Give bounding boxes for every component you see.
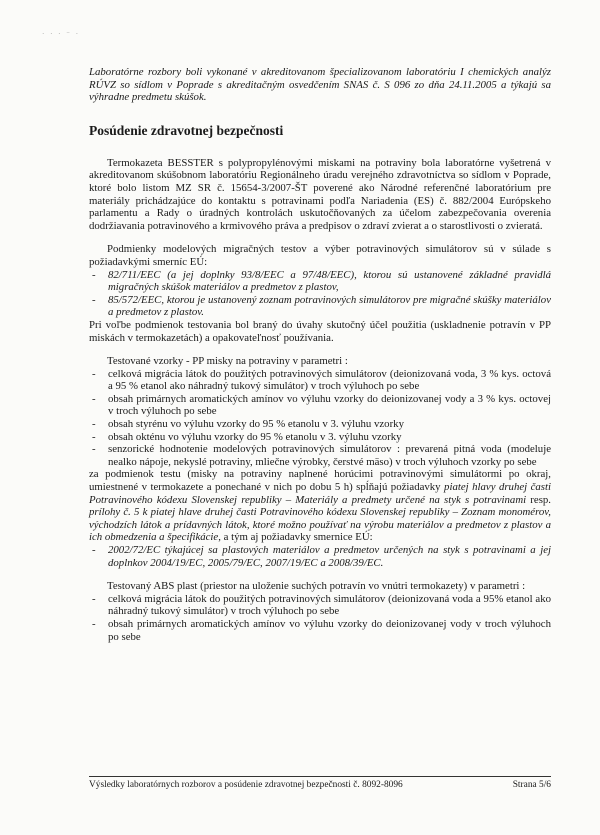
section-heading: Posúdenie zdravotnej bezpečnosti	[89, 122, 284, 138]
scan-artifact: · · · ⁻ ·	[42, 30, 81, 38]
paragraph-3: Pri voľbe podmienok testovania bol braný do úvahy skutočný účel použitia (uskladnenie potravín v PP miskách v termokazetách) a opakovateľnosť používania.	[89, 318, 551, 344]
paragraph-5-annex-ref: prílohy č. 5 k piatej hlave druhej časti Potravinového kódexu Slovenskej republiky – Zoznam monomérov, východzích látok a prídavných látok, ktoré možno používať na výrobu materiálov a predmetov z plastov a ich obmedzenia a špecifikácie	[89, 506, 551, 544]
list-item: - 2002/72/EC týkajúcej sa plastových materiálov a predmetov určených na styk s potravinami a jej doplnkov 2004/19/EC, 2005/79/EC, 2007/19/EC a 2008/39/EC.	[89, 544, 551, 569]
list-item: - obsah primárnych aromatických amínov vo výluhu vzorky do deionizovanej vody a 3 % kys. octovej v troch výluhoch po sebe	[89, 393, 551, 418]
paragraph-5	[89, 468, 551, 544]
paragraph-5-codex-ref: piatej hlavy druhej časti Potravinového kódexu Slovenskej republiky – Materiály a predmety určené na styk s potravinami	[89, 481, 551, 506]
paragraph-5-text: , a tým aj požiadavky smernice EÚ:	[218, 531, 373, 544]
list-item: - obsah styrénu vo výluhu vzorky do 95 % etanolu v 3. výluhu vzorky	[89, 418, 551, 431]
page-footer	[89, 776, 551, 791]
list-item: - senzorické hodnotenie modelových potravinových simulátorov : prevarená pitná voda (modeluje nealko nápoje, nekyslé potraviny, mliečne výrobky, čerstvé mäso) v troch výluhoch vzorky po sebe	[89, 443, 551, 468]
paragraph-5-text: resp.	[526, 493, 551, 506]
paragraph-4: Testované vzorky - PP misky na potraviny v parametri :	[107, 355, 348, 368]
eu-directive-list	[89, 544, 551, 569]
list-item: - obsah primárnych aromatických amínov vo výluhu vzorky do deionizovanej vody v troch výluhoch po sebe	[89, 618, 551, 643]
intro-note: Laboratórne rozbory boli vykonané v akreditovanom špecializovanom laboratóriu I chemických analýz RÚVZ so sídlom v Poprade s akreditačným osvedčením SNAS č. S 096 zo dňa 24.11.2005 a týkajú sa výhradne predmetu skúšok.	[89, 66, 551, 104]
page-content	[89, 66, 551, 643]
paragraph-1: Termokazeta BESSTER s polypropylénovými miskami na potraviny bola laboratórne vyšetrená v akreditovanom skúšobnom laboratóriu Regionálneho úradu verejného zdravotníctva so sídlom v Poprade, ktoré bolo listom MZ SR č. 15654-3/2007-ŠT poverené ako Národné referenčné laboratórium pre materiály prichádzajúce do kontaktu s potravinami podľa Nariadenia (ES) č. 882/2004 Európskeho parlamentu a Rady o úradných kontrolách uskutočňovaných za účelom zabezpečovania overenia dodržiavania potravinového a krmivového práva a predpisov o zdraví zvierat a o starostlivosti o zvieratá.	[89, 156, 551, 232]
abs-test-list	[89, 593, 551, 643]
list-item: - 82/711/EEC (a jej doplnky 93/8/EEC a 97/48/EEC), ktorou sú ustanovené základné pravidlá migračných skúšok materiálov a predmetov z plastov,	[89, 269, 551, 294]
page-number: Strana 5/6	[512, 780, 551, 790]
paragraph-5-text: za podmienok testu (misky na potraviny naplnené horúcimi potravinovými simulátormi po okraj, umiestnené v termokazete a ponechané v nich po dobu 5 h) spĺňajú požiadavky	[89, 468, 551, 494]
list-item: - obsah okténu vo výluhu vzorky do 95 % etanolu v 3. výluhu vzorky	[89, 431, 551, 444]
paragraph-6: Testovaný ABS plast (priestor na uloženie suchých potravín vo vnútri termokazety) v parametri :	[107, 580, 526, 593]
list-item: - 85/572/EEC, ktorou je ustanovený zoznam potravinových simulátorov pre migračné skúšky materiálov a predmetov z plastov.	[89, 294, 551, 319]
list-item: - celková migrácia látok do použitých potravinových simulátorov (deionizovaná voda, 3 % kys. octová a 95 % etanol ako náhradný tukový simulátor) v troch výluhoch po sebe	[89, 368, 551, 393]
pp-test-list	[89, 368, 551, 469]
paragraph-2: Podmienky modelových migračných testov a výber potravinových simulátorov sú v súlade s požiadavkými smerníc EÚ:	[89, 243, 551, 268]
directive-list	[89, 269, 551, 319]
list-item: - celková migrácia látok do použitých potravinových simulátorov (deionizovaná voda a 95% etanol ako náhradný tukový simulátor) v troch výluhoch po sebe	[89, 593, 551, 618]
footer-title: Výsledky laboratórnych rozborov a posúdenie zdravotnej bezpečnosti č. 8092-8096	[89, 780, 403, 790]
